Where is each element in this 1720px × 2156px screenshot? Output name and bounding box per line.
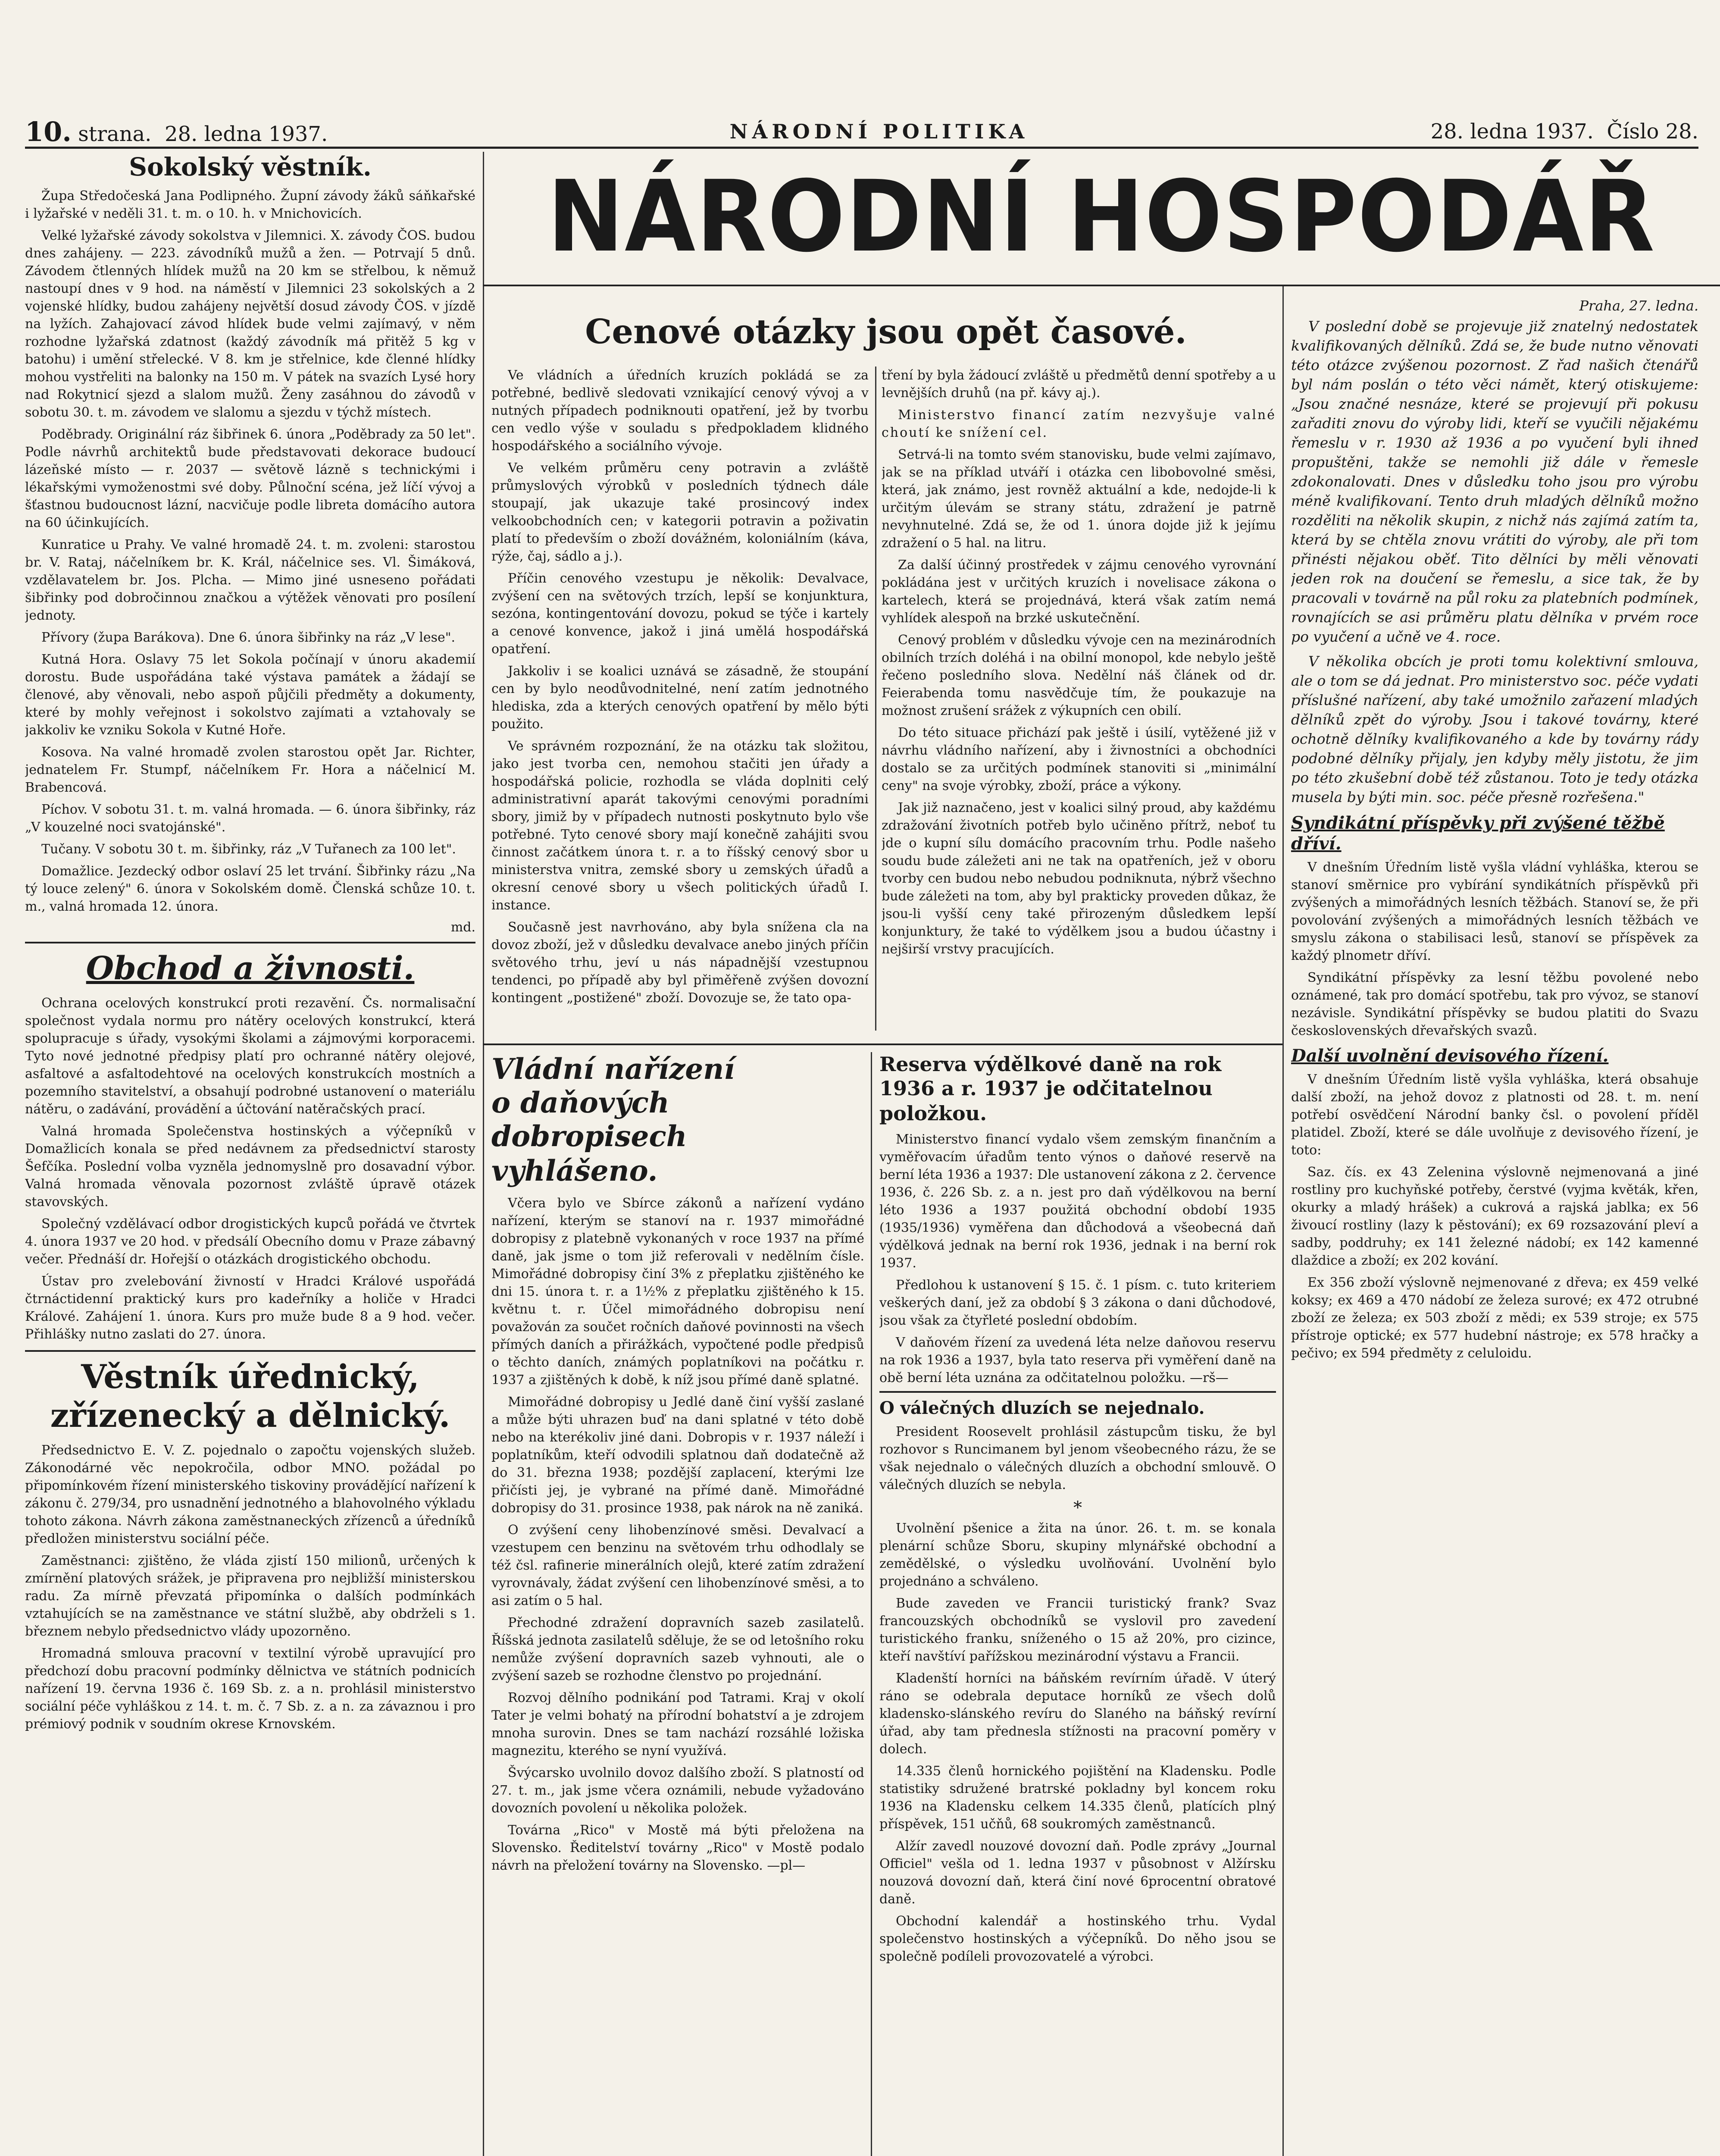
- separator: [25, 942, 475, 943]
- reserva-column: [879, 1052, 1276, 2156]
- praha-lead: V poslední době se projevuje již znatelný nedostatek kvalifikovaných dělníků. Zdá se, že bude nutno věnovati této otázce zvýšenou pozornost. Z řad našich čtenářů byl nám poslán o této věci námět, který otiskujeme: „Jsou značné nesnáze, které se projevují při pokusu zařaditi znovu do výroby lidi, kteří se vyučili nějakému řemeslu v r. 1930 až 1936 a po vyučení byli ihned propuštěni, takže se nemohli již dále v řemesle zdokonalovati. Dnes v důsledku toho jsou pro výrobu méně kvalifikovaní. Tento druh mladých dělníků možno rozděliti na několik skupin, z nichž nás zajímá zatím ta, která by se chtěla znovu vrátiti do výroby, ale při tom přinésti nějakou oběť. Tito dělníci by měli věnovati jeden rok na doučení se řemeslu, a sice tak, že by pracovali v továrně na půl roku za platebních podmínek, rovnajících se asi průměru platu dělníka v prvém roce po vyučení a učně ve 4. roce.: [1291, 318, 1698, 645]
- reserva-para: Předlohou k ustanovení § 15. č. 1 písm. c. tuto kriteriem veškerých daní, jež za období § 3 zákona o dani důchodové, jsou však za čtyřleté poslední obdobím.: [879, 1278, 1276, 1328]
- cenove-para: Ve velkém průměru ceny potravin a zvláště průmyslových výrobků v posledních týdnech dále stoupají, jak ukazuje také prosincový index velkoobchodních cen; v kategorii potravin a poživatin platí to především o zboží dovážném, koloniálním (káva, rýže, čaj, sádlo a j.).: [491, 461, 869, 564]
- cenove-para: Současně jest navrhováno, aby byla snížena cla na dovoz zboží, jež v důsledku devalvace anebo jiných příčin světového trhu, jeví u nás nápadnější vzestupnou tendenci, po případě aby byl přiměřeně zvýšen dovozní kontingent „postižené" zboží. Dovozuje se, že tato opa-: [491, 920, 869, 1006]
- banner-rule: [483, 285, 1720, 286]
- date-issue-block: [1431, 119, 1698, 144]
- syndikat-title: Syndikátní příspěvky při zvýšené těžbě dříví.: [1291, 813, 1665, 854]
- obchod-para: Ústav pro zvelebování živností v Hradci Králové uspořádá čtrnáctidenní praktický kurs pro kadeřníky a holiče v Hradci Králové. Zahájení 1. února. Kurs pro muže bude 8 a 9 hod. večer. Přihlášky nutno zaslati do 27. února.: [25, 1274, 475, 1342]
- vladni-para: Švýcarsko uvolnilo dovoz dalšího zboží. S platností od 27. t. m., jak jsme včera oznámili, nebude vyžadováno dovozních povolení u několika položek.: [491, 1765, 864, 1816]
- vladni-para: Mimořádné dobropisy u Jedlé daně činí vyšší zaslané a může býti uhrazen buď na dani splatné v této době nebo na kterékoliv jiné dani. Dobropis v r. 1937 náleží i poplatníkům, kteří odvodili splatnou daň dodatečně až do 31. března 1938; pozdější zaplacení, kterými lze přičísti jej, je vybrané na přímé daně. Mimořádné dobropisy do 31. prosince 1938, pak nárok na ně zaniká.: [491, 1395, 864, 1516]
- syndikat-para: Syndikátní příspěvky za lesní těžbu povolené nebo oznámené, tak pro domácí spotřebu, tak pro vývoz, se stanoví nezávisle. Syndikátní příspěvky se budou platiti do Svazu československých dřevařských svazů.: [1291, 970, 1698, 1038]
- syndikat-para: V dnešním Úředním listě vyšla vládní vyhláška, kterou se stanoví směrnice pro vybírání syndikátních příspěvků při zvýšených a mimořádných lesních těžbách. Stanoví se, že při povolování zvýšených a mimořádných lesních těžbách ve smyslu zákona o stabilisaci lesů, stanoví se příspěvek za každý plnometr dříví.: [1291, 860, 1698, 963]
- sokol-para: Přívory (župa Barákova). Dne 6. února šibřinky na ráz „V lese".: [41, 630, 456, 645]
- note-para: 14.335 členů hornického pojištění na Kladensku. Podle statistiky sdružené bratrské pokladny byl koncem roku 1936 na Kladensku celkem 14.335 členů, platících plný příspěvek, 151 učňů, 68 soukromých zaměstnanců.: [879, 1764, 1276, 1832]
- reserva-para: Ministerstvo financí vydalo všem zemským finančním a vyměřovacím úřadům tento výnos o daňové reservě na berní léta 1936 a 1937: Dle ustanovení zákona z 2. července 1936, č. 226 Sb. z. a n. jest pro daň výdělkovou na berní léto 1936 a 1937 použitá obchodní období 1935 (1935/1936) vyměřena dan důchodová a všeobecná daň výdělková jednak na berní rok 1936, jednak i na berní rok 1937.: [879, 1132, 1276, 1271]
- devisy-para: Saz. čís. ex 43 Zelenina výslovně nejmenovaná a jiné rostliny pro kuchyňské potřeby, čerstvé (vyjma květák, křen, okurky a mladý hrášek) a cukrová a rajská jablka; ex 56 živoucí rostliny (lazy k pěstování); ex 69 rozsazování pleví a sadby, poddruhy; ex 141 železné nádobí; ex 142 kamenné dlaždice a zboží; ex 202 kování.: [1291, 1165, 1698, 1268]
- cenove-para: Ve správném rozpoznání, že na otázku tak složitou, jako jest tvorba cen, nemohou stačiti jen úřady a hospodářská policie, rozhodla se vláda doplniti celý administrativní aparát takovými cenovými poradními sbory, jimiž by v případech nutnosti poskytnuto bylo vše potřebné. Tyto cenové sbory mají konečně zahájiti svou činnost začátkem února t. r. a to říšský cenový sbor u ministerstva vnitra, zemské sbory u zemských úřadů a okresní cenové sbory u všech politických úřadů I. instance.: [491, 739, 869, 913]
- note-para: Bude zaveden ve Francii turistický frank? Svaz francouzských obchodníků se vyslovil pro zavedení turistického franku, sníženého o 15 až 20%, pro cizince, kteří navštíví pařížskou mezinárodní výstavu a Francii.: [879, 1596, 1276, 1664]
- vladni-para: Včera bylo ve Sbírce zákonů a nařízení vydáno nařízení, kterým se stanoví na r. 1937 mimořádné dobropisy z platebně vykonaných v roce 1937 na přímé daně, jak jsme o tom již referovali v nedělním čísle. Mimořádné dobropisy činí 3% z přeplatku zjištěného ke dni 15. února t. r. a 1½% z přeplatku zjištěného k 15. květnu t. r. Účel mimořádného dobropisu není považován za součet ročních daňové povinnosti na všech přímých daních a přirážkách, vypočtené podle předpisů o těchto daních, známých poplatníkovi na počátku r. 1937 a zjištěných k době, k níž jsou přímé daně splatné.: [491, 1196, 864, 1388]
- vestnik-para: Zaměstnanci: zjištěno, že vláda zjistí 150 milionů, určených k zmírnění platových srážek, je připravena pro nejbližší ministerskou radu. Za mírně převzatá připomínka o dalších podmínkách vztahujících se na zaměstnance ve státní službě, aby obdrželi s 1. březnem nebylo předsednictvo vlády upozorněno.: [25, 1553, 475, 1639]
- vladni-title-3: vyhlášeno.: [491, 1154, 658, 1188]
- cenove-para: Ve vládních a úředních kruzích pokládá se za potřebné, bedlivě sledovati vznikající cenový vývoj a v nutných případech podniknouti opatření, jež by tvorbu cen vedlo výše v souladu s předpokladem klidného hospodářského a sociálního vývoje.: [491, 368, 869, 454]
- issue-number: Číslo 28.: [1607, 119, 1698, 144]
- devisy-para: Ex 356 zboží výslovně nejmenované z dřeva; ex 459 velké koksy; ex 469 a 470 nádobí ze železa surové; ex 472 otrubné zboží ze železa; ex 503 zboží z mědi; ex 539 stroje; ex 575 přístroje optické; ex 577 hudební nástroje; ex 578 hračky a pečivo; ex 594 předměty z celuloidu.: [1291, 1275, 1698, 1361]
- column-rule-3: [875, 367, 876, 1031]
- reserva-para: V daňovém řízení za uvedená léta nelze daňovou reservu na rok 1936 a 1937, byla tato reserva při vyměření daně na obě berní léta uznána za odčitatelnou položku. —rš—: [879, 1335, 1276, 1385]
- date-left: 28. ledna 1937.: [164, 122, 328, 146]
- reserva-title-2: 1936 a r. 1937 je odčitatelnou: [879, 1077, 1213, 1100]
- paper-name: NÁRODNÍ POLITIKA: [729, 120, 1029, 143]
- vestnik-title-1: Věstník úřednický,: [81, 1357, 419, 1396]
- vladni-title-1: Vládní nařízení: [491, 1052, 735, 1086]
- sokol-para: Tučany. V sobotu 30 t. m. šibřinky, ráz „V Tuřanech za 100 let".: [41, 842, 456, 857]
- sokol-title: Sokolský věstník.: [129, 152, 372, 182]
- devisy-para: V dnešním Úředním listě vyšla vyhláška, která obsahuje další zboží, na jehož dovoz z platnosti od 28. t. m. není potřebí osvědčení Národní banky čsl. o povolení příděl platidel. Zboží, které se dále uvolňuje z devisového řízení, je toto:: [1291, 1072, 1698, 1158]
- cenove-para: Do této situace přichází pak ještě i úsilí, vytěžené již v návrhu vládního nařízení, aby i živnostníci a obchodníci dostalo se za určitých podmínek stanoviti si „minimální ceny" na svoje výrobky, zboží, práce a výkony.: [882, 725, 1276, 793]
- cenove-right-column: [882, 367, 1276, 1039]
- valecne-title: O válečných dluzích se nejednalo.: [879, 1398, 1205, 1418]
- cenove-para: Cenový problém v důsledku vývoje cen na mezinárodních obilních trzích doléhá i na obilní monopol, kde nebylo ještě řečeno posledního slova. Nedělní náš článek od dr. Feierabenda tomu nasvědčuje tím, že poukazuje na možnost zrušení srážek z výkupních cen obilí.: [882, 633, 1276, 718]
- sokol-para: Poděbrady. Originální ráz šibřinek 6. února „Poděbrady za 50 let". Podle návrhů architektů bude představovati dekorace budoucí lázeňské místo — r. 2037 — světově lázně s technickými i lékařskými vymoženostmi své doby. Půlnoční scéna, jež líčí vývoj a šťastnou budoucnost lázní, nacvičuje podle libreta domácího autora na 60 účinkujících.: [25, 427, 475, 530]
- sokol-para: Velké lyžařské závody sokolstva v Jilemnici. X. závody ČOS. budou dnes zahájeny. — 223. závodníků mužů a žen. — Potrvají 5 dnů. Závodem čtlenných hlídek mužů na 20 km se střelbou, k němuž nastoupí dnes v 9 hod. na náměstí v Jilemnici 23 sokolských a 2 vojenské hlídky, budou zahájeny největší dosud závody ČOS. v jízdě na lyžích. Zahajovací závod hlídek bude velmi zajímavý, v něm rozhodne lyžařská zdatnost (každý závodník má přitěž 5 kg v batohu) i umění střelecké. V 8. km je střelnice, kde členné hlídky mohou vystřeliti na balonky na 150 m. V pátek na svazích Lysé hory nad Rokytnicí sjezd a slalom mužů. Ženy zasáhnou do závodů v sobotu 30. t. m. závodem ve slalomu a sjezdu v týchž místech.: [25, 228, 475, 420]
- cenove-para: Ministerstvo financí zatím nezvyšuje valné choutí ke snížení cel.: [882, 407, 1276, 440]
- cenove-para: tření by byla žádoucí zvláště u předmětů denní spotřeby a u levnějších druhů (na př. kávy aj.).: [882, 368, 1276, 401]
- note-para: Obchodní kalendář a hostinského trhu. Vydal společenstvo hostinských a výčepníků. Do něho jsou se společně podíleli provozovatelé a výrobci.: [879, 1914, 1276, 1964]
- separator: [25, 1350, 475, 1352]
- vladni-para: Továrna „Rico" v Mostě má býti přeložena na Slovensko. Ředitelství továrny „Rico" v Mostě podalo návrh na přeložení továrny na Slovensko. —pl—: [491, 1823, 864, 1873]
- obchod-para: Ochrana ocelových konstrukcí proti rezavění. Čs. normalisační společnost vydala normu pro nátěry ocelových konstrukcí, která spolupracuje s úřady, vysokými školami a zájmovými korporacemi. Tyto nové jednotné předpisy platí pro ochranné nátěry olejové, asfaltové a asfaltodehtové na ocelových konstrukcích mostních a pozemního stavitelství, a obsahují podrobné ustanovení o materiálu nátěru, o zadávání, provádění a účtování natěračských prací.: [25, 996, 475, 1117]
- obchod-title: Obchod a živnosti.: [86, 950, 415, 987]
- note-para: Uvolnění pšenice a žita na únor. 26. t. m. se konala plenární schůze Sboru, skupiny mlynářské obchodní a zemědělské, o výsledku uvolňování. Uvolnění bylo projednáno a schváleno.: [879, 1521, 1276, 1589]
- vladni-para: Rozvoj dělního podnikání pod Tatrami. Kraj v okolí Tater je velmi bohatý na přírodní bohatství a je zdrojem mnoha surovin. Dnes se tam nachází rozsáhlé ložiska magnezitu, kterého se nyní využívá.: [491, 1690, 864, 1758]
- separator: [879, 1391, 1276, 1393]
- right-column: [1291, 293, 1698, 2156]
- vestnik-title-2: zřízenecký a dělnický.: [50, 1396, 450, 1435]
- reserva-title-1: Reserva výdělkové daně na rok: [879, 1053, 1222, 1076]
- column-rule-4: [1282, 285, 1284, 2156]
- valecne-para: President Roosevelt prohlásil zástupcům tisku, že byl rozhovor s Runcimanem byl jenom všeobecného rázu, že se však nejednalo o válečných dluzích a obchodní smlouvě. O válečných dluzích se nebyla.: [879, 1424, 1276, 1492]
- page-word: strana.: [78, 122, 152, 146]
- column-rule-2: [871, 1052, 872, 2156]
- vladni-column: [491, 1052, 864, 2156]
- obchod-para: Společný vzdělávací odbor drogistických kupců pořádá ve čtvrtek 4. února 1937 ve 20 hod. v předsálí Obecního domu v Praze zábavný večer. Přednáší dr. Hořejší o otázkách drogistického obchodu.: [25, 1216, 475, 1267]
- column-rule-1: [483, 152, 484, 2156]
- praha-dateline: Praha, 27. ledna.: [1579, 298, 1698, 314]
- section-banner: NÁRODNÍ HOSPODÁŘ: [547, 159, 1656, 274]
- sokol-para: Domažlice. Jezdecký odbor oslaví 25 let trvání. Šibřinky rázu „Na tý louce zelený" 6. února v Sokolském domě. Členská schůze 10. t. m., valná hromada 12. února.: [25, 864, 475, 914]
- sokol-para: Župa Středočeská Jana Podlipného. Župní závody žáků sáňkařské i lyžařské v neděli 31. t. m. o 10. h. v Mnichovicích.: [25, 188, 475, 221]
- devisy-title: Další uvolnění devisového řízení.: [1291, 1046, 1609, 1066]
- cenove-para: Jak již naznačeno, jest v koalici silný proud, aby každému zdražování životních potřeb bylo učiněno přítrž, neboť tu jde o kupní sílu domácího pracovním trhu. Podle našeho soudu bude záležeti ani ne tak na opatřeních, jež v oboru tvorby cen budou nebo nebudou podniknuta, nýbrž všechno bude záležeti na tom, aby byl prakticky proveden důkaz, že jsou-li vyšší ceny také přirozeným důsledkem lepší konjunktury, že také to výdělkem jsou a budou účastny i nejširší vrstvy pracujících.: [882, 800, 1276, 957]
- vladni-title-2: o daňových dobropisech: [491, 1086, 687, 1153]
- sokol-para: Kutná Hora. Oslavy 75 let Sokola počínají v únoru akademií dorostu. Bude uspořádána také výstava památek a žádají se členové, aby věnovali, nebo aspoň půjčili předměty a dokumenty, které by mohly veřejnost i sokolstvo zajímati a vztahovaly se jakkoliv ke vzniku Sokola v Kutné Hoře.: [25, 652, 475, 738]
- mid-rule: [483, 1044, 1282, 1045]
- cenove-para: Za další účinný prostředek v zájmu cenového vyrovnání pokládána jest v určitých kruzích i novelisace zákona o kartelech, která se projednává, která však zatím nemá vyhlídek alespoň na brzké uskutečnění.: [882, 558, 1276, 626]
- cenove-title: Cenové otázky jsou opět časové.: [585, 312, 1187, 351]
- vestnik-para: Předsednictvo E. V. Z. pojednalo o započtu vojenských služeb. Zákonodárné věc nepokročila, odbor MNO. požádal po připomínkovém řízení ministerského tiskoviny provádějící nařízení k zákonu č. 279/34, pro usnadnění jednotného a blahovolného výkladu tohoto zákona. Návrh zákona zaměstnaneckých zřízenců a úředníků předložen ministerstvu sociální péče.: [25, 1443, 475, 1546]
- obchod-para: Valná hromada Společenstva hostinských a výčepníků v Domažlicích konala se před nedávnem za předsednictví starosty Šefčíka. Poslední volba vyzněla jednomyslně pro dosavadní výbor. Valná hromada věnovala pozornost zvláště úpravě otázek stavovských.: [25, 1124, 475, 1210]
- reserva-title-3: položkou.: [879, 1102, 987, 1125]
- cenove-para: Setrvá-li na tomto svém stanovisku, bude velmi zajímavo, jak se na příklad utváří i otázka cen libobovolné směsi, která, jak známo, jest rovněž aktuální a kde, nedojde-li k určitým úlevám se strany státu, zdražení je patrně nevyhnutelné. Zdá se, že od 1. února dojde již k jejímu zdražení o 5 hal. na litru.: [882, 447, 1276, 551]
- page-number-block: [25, 116, 328, 147]
- cenove-para: Příčin cenového vzestupu je několik: Devalvace, zvýšení cen na světových trzích, lepší se konjunktura, sezóna, kontingentování dovozu, pokud se týče i kartely a cenové konvence, jakož i jiná umělá hospodářská opatření.: [491, 571, 869, 657]
- sokol-para: Kosova. Na valné hromadě zvolen starostou opět Jar. Richter, jednatelem Fr. Stumpf, náčelníkem Fr. Hora a náčelnicí M. Brabencová.: [25, 745, 475, 795]
- vladni-para: Přechodné zdražení dopravních sazeb zasilatelů. Říšská jednota zasilatelů sděluje, že se od letošního roku nemůže zvýšení dopravních sazeb vyhnouti, ale o zvýšení sazeb se rozhodne členstvo po projednání.: [491, 1615, 864, 1683]
- sokol-sign: md.: [450, 920, 475, 935]
- date-right: 28. ledna 1937.: [1430, 119, 1594, 144]
- vladni-para: O zvýšení ceny lihobenzínové směsi. Devalvací a vzestupem cen benzinu na světovém trhu odhodlaly se též čsl. rafinerie minerálních olejů, které zatím zdražení vyrovnávaly, žádat zvýšení cen lihobenzínové směsi, a to asi zatím o 5 hal.: [491, 1523, 864, 1608]
- sokol-para: Kunratice u Prahy. Ve valné hromadě 24. t. m. zvoleni: starostou br. V. Rataj, náčelníkem br. K. Král, náčelnice ses. Vl. Šimáková, vzdělavatelem br. Jos. Plcha. — Mimo jiné usneseno pořádati šibřinky pod dobročinnou značkou a výtěžek věnovati pro posílení jednoty.: [25, 537, 475, 623]
- praha-lead: V několika obcích je proti tomu kolektivní smlouva, ale o tom se dá jednat. Pro ministerstvo soc. péče vydati příslušné nařízení, aby také umožnilo zařazení mladých dělníků zpět do výroby. Jsou i takové továrny, které ochotně dělníky kvalifikovaného a kde by továrny rády podobné dělníky přijaly, jen kdyby měly jistotu, že jim po této zkušební době též zůstanou. Toto je tedy otázka musela by býti min. soc. péče přesně rozřešena.": [1291, 653, 1698, 805]
- page-number: 10.: [25, 116, 72, 147]
- note-para: Kladenští horníci na báňském revírním úřadě. V úterý ráno se odebrala deputace horníků ze všech dolů kladensko-slánského revíru do Slaného na báňský revírní úřad, aby tam přednesla stížnosti na pracovní poměry v dolech.: [879, 1671, 1276, 1757]
- vestnik-para: Hromadná smlouva pracovní v textilní výrobě upravující pro předchozí dobu pracovní podmínky dělnictva ve státních podnicích nařízení 19. června 1936 č. 169 Sb. z. a n. prohlásil ministerstvo sociální péče vyhláškou z 14. t. m. č. 7 Sb. z. a n. za závaznou i pro prémiový podnik v soudním okrese Krnovském.: [25, 1646, 475, 1732]
- asterisk-divider: *: [1073, 1498, 1082, 1518]
- left-column: [25, 152, 475, 2156]
- sokol-para: Píchov. V sobotu 31. t. m. valná hromada. — 6. února šibřinky, ráz „V kouzelné noci svatojánské".: [25, 802, 475, 835]
- note-para: Alžír zavedl nouzové dovozní daň. Podle zprávy „Journal Officiel" vešla od 1. ledna 1937 v působnost v Alžírsku nouzová dovozní daň, která činí nové 6procentní obratové daně.: [879, 1839, 1276, 1907]
- running-head: [25, 116, 1698, 149]
- cenove-left-column: [491, 367, 869, 1039]
- cenove-para: Jakkoliv i se koalici uznává se zásadně, že stoupání cen by bylo neodůvodnitelné, není zatím jednotného hlediska, zda a kterých cenových opatření by mělo býti použito.: [491, 664, 869, 732]
